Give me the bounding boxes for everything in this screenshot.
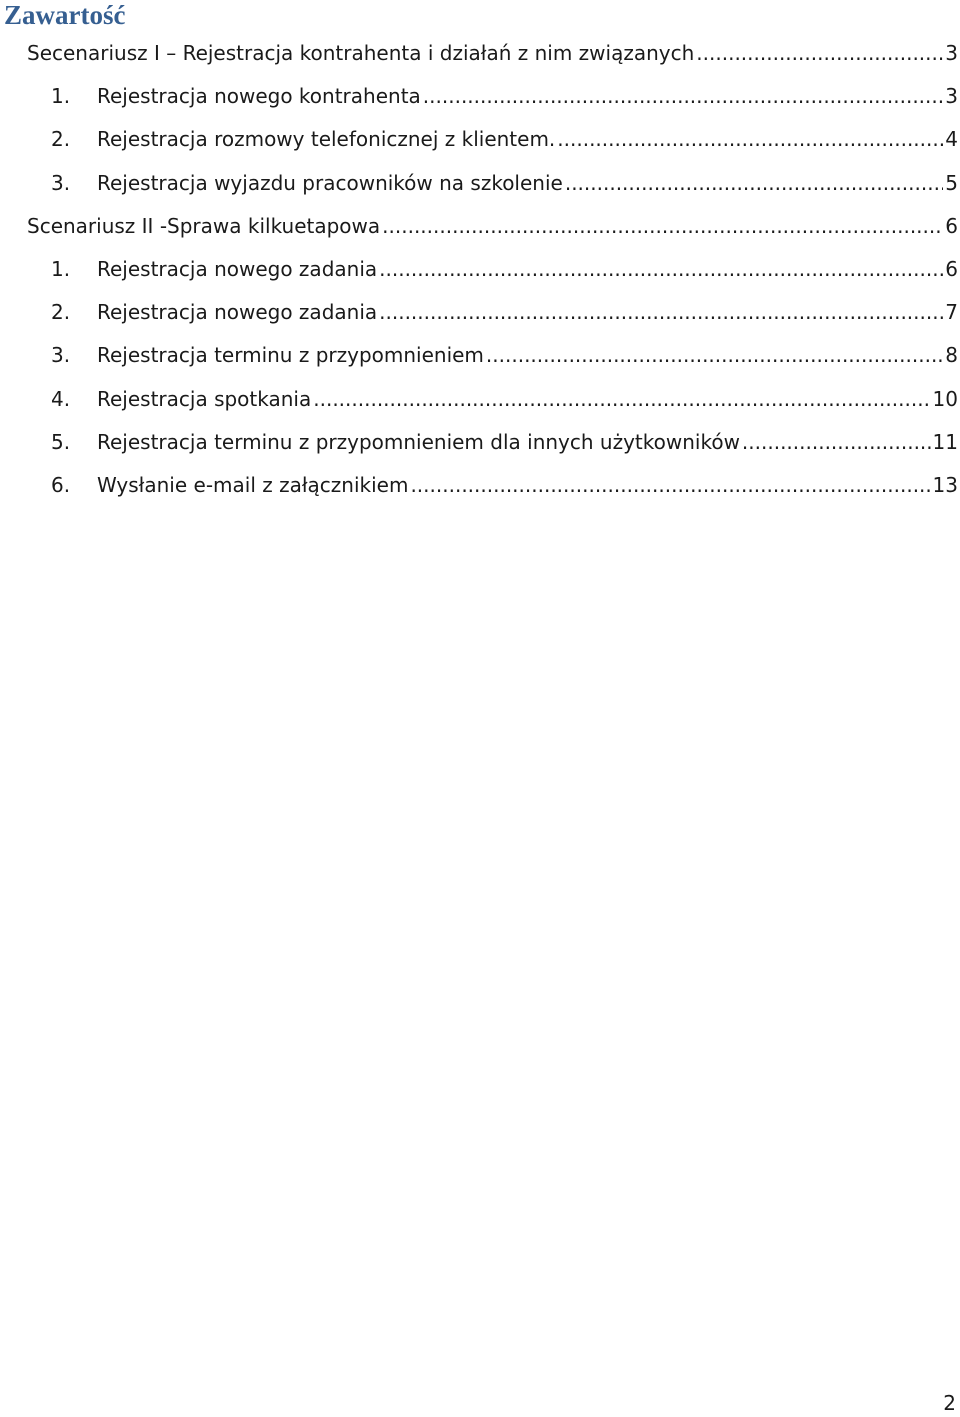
toc-entry-scenario-2[interactable]	[0, 205, 960, 248]
toc-entry-number: 2.	[51, 300, 71, 325]
toc-entry-text: Rejestracja terminu z przypomnieniem	[97, 343, 484, 368]
toc-entry-2-1[interactable]	[0, 248, 960, 291]
toc-leader-dots	[486, 334, 943, 377]
toc-entry-number: 1.	[51, 256, 71, 281]
toc-leader-dots	[423, 75, 943, 118]
table-of-contents	[0, 32, 960, 507]
toc-entry-number: 4.	[51, 386, 71, 411]
toc-entry-text: Rejestracja spotkania	[97, 386, 312, 411]
toc-entry-number: 2.	[51, 127, 71, 152]
toc-entry-2-5[interactable]	[0, 421, 960, 464]
toc-entry-number: 6.	[51, 472, 71, 497]
toc-entry-number: 3.	[51, 170, 71, 195]
toc-entry-page: 13	[932, 472, 958, 497]
toc-leader-dots	[379, 291, 943, 334]
toc-entry-number: 5.	[51, 429, 71, 454]
toc-leader-dots	[313, 378, 930, 421]
toc-entry-page: 10	[932, 386, 958, 411]
toc-entry-text: Rejestracja nowego zadania	[97, 256, 378, 281]
toc-entry-text: Rejestracja nowego zadania	[97, 300, 378, 325]
toc-entry-2-6[interactable]	[0, 464, 960, 507]
toc-entry-1-2[interactable]	[0, 118, 960, 161]
toc-entry-2-3[interactable]	[0, 334, 960, 377]
toc-entry-number: 1.	[51, 84, 71, 109]
toc-leader-dots	[557, 118, 943, 161]
toc-entry-text: Rejestracja rozmowy telefonicznej z klientem.	[97, 127, 556, 152]
toc-entry-page: 5	[945, 170, 958, 195]
toc-entry-page: 3	[945, 41, 958, 65]
toc-entry-page: 6	[945, 256, 958, 281]
toc-entry-number: 3.	[51, 343, 71, 368]
toc-leader-dots	[742, 421, 931, 464]
toc-leader-dots	[410, 464, 930, 507]
toc-entry-page: 7	[945, 300, 958, 325]
page-number: 2	[943, 1391, 956, 1415]
toc-entry-text: Wysłanie e-mail z załącznikiem	[97, 472, 409, 497]
toc-entry-page: 6	[945, 213, 958, 238]
toc-title: Zawartość	[4, 0, 126, 30]
toc-entry-2-4[interactable]	[0, 378, 960, 421]
toc-entry-page: 11	[932, 429, 958, 454]
toc-entry-text: Rejestracja terminu z przypomnieniem dla innych użytkowników	[97, 429, 740, 454]
toc-entry-2-2[interactable]	[0, 291, 960, 334]
toc-leader-dots	[379, 248, 943, 291]
toc-entry-page: 8	[945, 343, 958, 368]
toc-entry-page: 4	[945, 127, 958, 152]
toc-entry-scenario-1[interactable]	[0, 32, 960, 75]
toc-leader-dots	[696, 32, 943, 75]
toc-entry-text: Scenariusz II -Sprawa kilkuetapowa	[27, 213, 381, 238]
toc-leader-dots	[565, 162, 943, 205]
toc-entry-1-1[interactable]	[0, 75, 960, 118]
toc-entry-text: Rejestracja wyjazdu pracowników na szkolenie	[97, 170, 563, 195]
toc-entry-page: 3	[945, 84, 958, 109]
toc-leader-dots	[382, 205, 943, 248]
toc-entry-text: Secenariusz I – Rejestracja kontrahenta i działań z nim związanych	[27, 41, 695, 65]
toc-entry-1-3[interactable]	[0, 162, 960, 205]
toc-entry-text: Rejestracja nowego kontrahenta	[97, 84, 421, 109]
